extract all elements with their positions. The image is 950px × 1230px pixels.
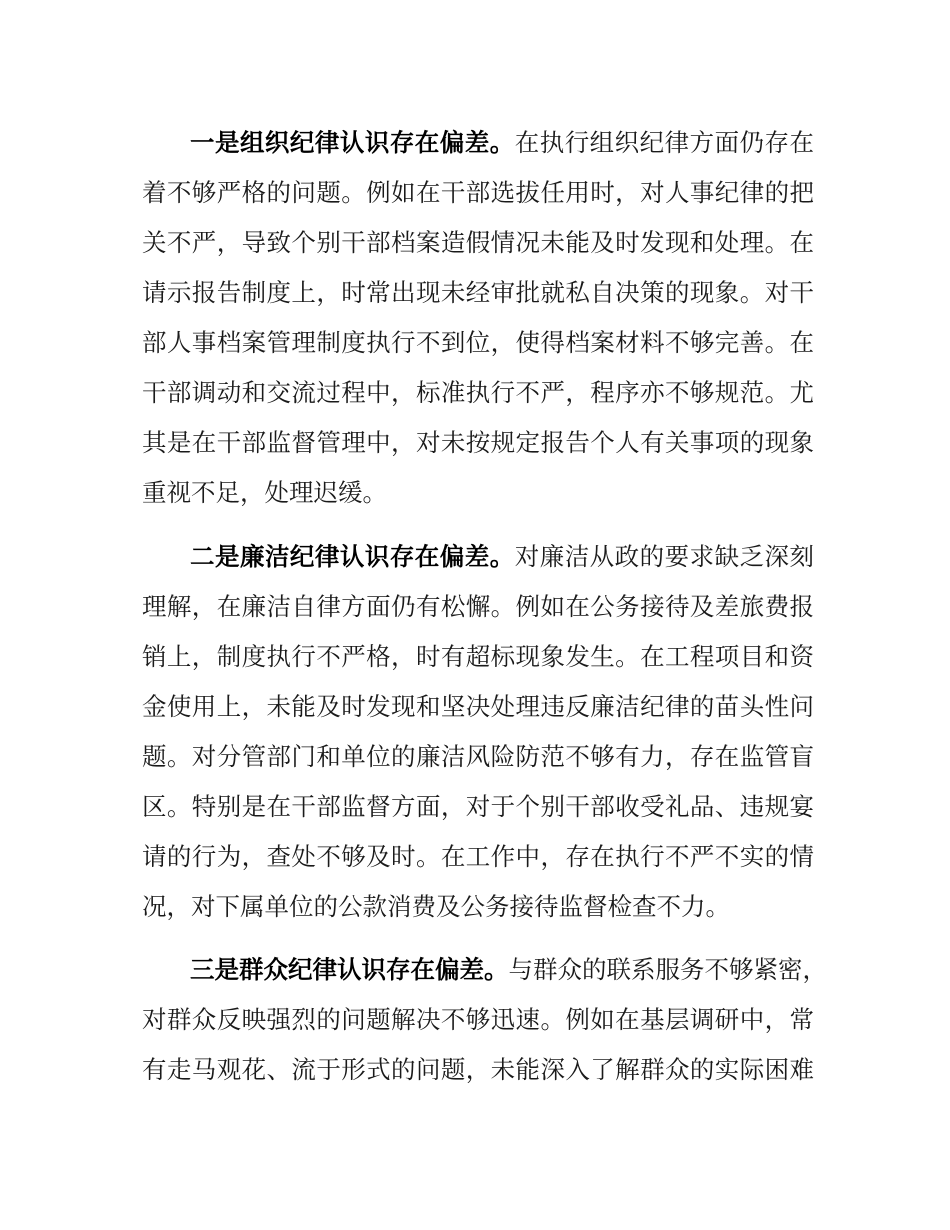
paragraph-line: 部人事档案管理制度执行不到位，使得档案材料不够完善。在: [142, 328, 814, 357]
paragraph-line: 干部调动和交流过程中，标准执行不严，程序亦不够规范。尤: [142, 378, 814, 407]
paragraph-line: 关不严，导致个别干部档案造假情况未能及时发现和处理。在: [142, 228, 814, 257]
paragraph-line: 区。特别是在干部监督方面，对于个别干部收受礼品、违规宴: [142, 792, 814, 821]
paragraph-line: [190, 945, 827, 995]
line-text: 与群众的联系服务不够紧密，: [508, 955, 827, 984]
paragraph-line: 金使用上，未能及时发现和坚决处理违反廉洁纪律的苗头性问: [142, 692, 814, 721]
paragraph-line: 重视不足，处理迟缓。: [142, 478, 387, 507]
paragraph-line: [190, 118, 814, 168]
paragraph-lead: 二是廉洁纪律认识存在偏差。: [190, 542, 515, 571]
paragraph-line: 着不够严格的问题。例如在干部选拔任用时，对人事纪律的把: [142, 178, 814, 207]
paragraph-line: 对群众反映强烈的问题解决不够迅速。例如在基层调研中，常: [142, 1005, 814, 1034]
paragraph-line: 况，对下属单位的公款消费及公务接待监督检查不力。: [142, 892, 730, 921]
paragraph-line: 题。对分管部门和单位的廉洁风险防范不够有力，存在监管盲: [142, 742, 814, 771]
paragraph-lead: 三是群众纪律认识存在偏差。: [190, 955, 509, 984]
paragraph-line: 请示报告制度上，时常出现未经审批就私自决策的现象。对干: [142, 278, 814, 307]
paragraph-line: 其是在干部监督管理中，对未按规定报告个人有关事项的现象: [142, 428, 814, 457]
paragraph-line: 理解，在廉洁自律方面仍有松懈。例如在公务接待及差旅费报: [142, 592, 814, 621]
paragraph-lead: 一是组织纪律认识存在偏差。: [190, 128, 515, 157]
line-text: 对廉洁从政的要求缺乏深刻: [514, 542, 815, 571]
paragraph-line: 有走马观花、流于形式的问题，未能深入了解群众的实际困难: [142, 1055, 814, 1084]
paragraph-line: [190, 532, 814, 582]
line-text: 在执行组织纪律方面仍存在: [514, 128, 815, 157]
paragraph-line: 销上，制度执行不严格，时有超标现象发生。在工程项目和资: [142, 642, 814, 671]
paragraph-line: 请的行为，查处不够及时。在工作中，存在执行不严不实的情: [142, 842, 814, 871]
